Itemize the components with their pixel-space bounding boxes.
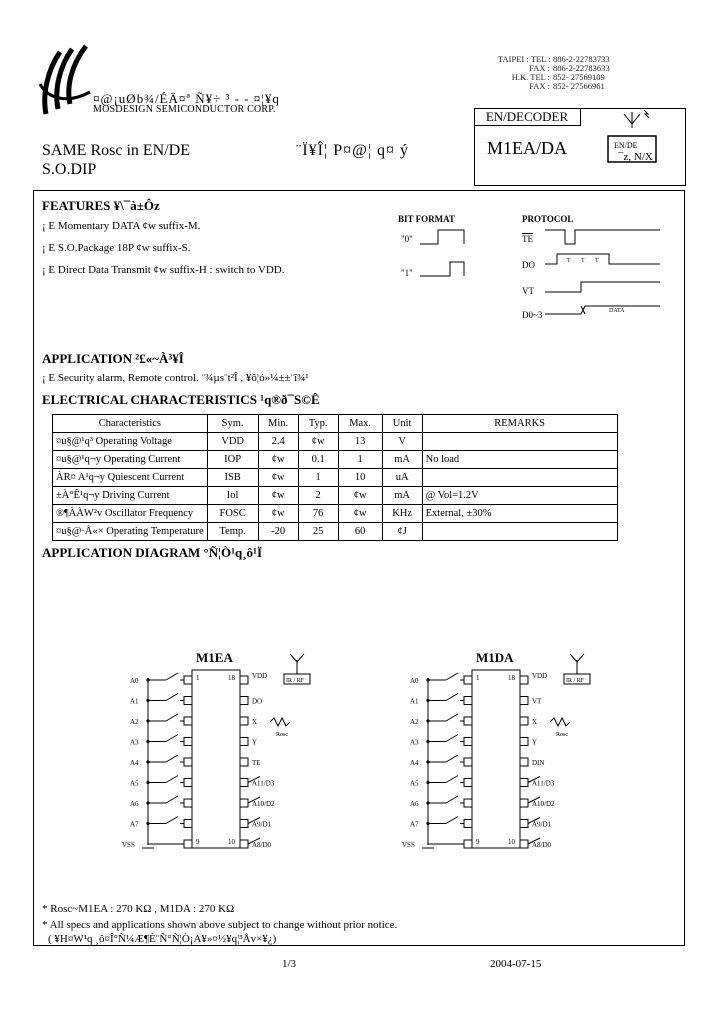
protocol-waveforms xyxy=(545,226,665,321)
pin-number: 18 xyxy=(228,674,235,682)
company-logo xyxy=(38,44,92,116)
contact-value: 886-2-22783733 xyxy=(553,54,610,64)
feature-item: ¡ E S.O.Package 18P ¢w suffix-S. xyxy=(42,242,191,254)
cell-min: ¢w xyxy=(258,487,298,505)
pin-label-right: Y xyxy=(252,738,258,747)
cell-symbol: FOSC xyxy=(207,505,258,523)
junction-dot xyxy=(146,699,149,702)
switch-blade xyxy=(166,714,178,721)
junction-dot xyxy=(146,719,149,722)
junction-dot xyxy=(146,740,149,743)
pin-pad-right xyxy=(240,799,248,807)
cell-max: 10 xyxy=(338,469,382,487)
pin-label-left: A3 xyxy=(410,738,419,747)
protocol-t-label: T xyxy=(595,258,599,264)
company-name-en: MOSDESIGN SEMICONDUCTOR CORP. xyxy=(93,104,276,115)
pin-pad-right xyxy=(520,738,528,746)
junction-dot xyxy=(426,760,429,763)
pin-label-left: A1 xyxy=(410,697,419,706)
pin-label-left: A4 xyxy=(130,759,139,767)
protocol-signal-te: $\overline{TE}$ xyxy=(522,234,533,244)
contact-label: H.K. TEL : xyxy=(511,72,550,82)
switch-blade xyxy=(166,776,178,783)
chip-name: M1DA xyxy=(476,650,514,665)
column-header: Characteristics xyxy=(53,415,208,433)
pin-label-left: A6 xyxy=(410,800,419,808)
pin-number: 1 xyxy=(196,674,200,682)
contact-block xyxy=(498,55,610,91)
cell-min: ¢w xyxy=(258,469,298,487)
cell-min: ¢w xyxy=(258,505,298,523)
pin-pad-right xyxy=(520,717,528,725)
pin-label-right: A8/D0 xyxy=(252,841,272,849)
pin-label-right: A11/D3 xyxy=(532,779,555,788)
pin-label-left: VSS xyxy=(402,841,415,849)
cell-characteristic: ÀR¤ A¹q¬y Quiescent Current xyxy=(53,469,208,487)
cell-characteristic: ¤u§@¹q¬y Operating Current xyxy=(53,451,208,469)
table-row xyxy=(53,433,618,451)
pin-label-left: A7 xyxy=(130,820,139,829)
cell-remarks: External, ±30% xyxy=(422,505,617,523)
switch-blade xyxy=(166,755,178,762)
cell-typ: 25 xyxy=(298,523,338,541)
cell-min: -20 xyxy=(258,523,298,541)
switch-blade xyxy=(446,776,458,783)
cell-characteristic: ±À°Ê¹q¬y Driving Current xyxy=(53,487,208,505)
protocol-t-label: T xyxy=(567,258,571,264)
note-line: * All specs and applications shown above subject to change without prior notice. xyxy=(42,919,398,931)
pin-pad-left xyxy=(464,676,472,684)
junction-dot xyxy=(146,781,149,784)
cell-unit: KHz xyxy=(382,505,422,523)
pin-pad-right xyxy=(520,799,528,807)
pin-label-right: A9/D1 xyxy=(532,820,552,829)
pin-label-right: A10/D2 xyxy=(252,800,275,808)
contact-value: 852- 27569109 xyxy=(553,72,605,82)
column-header: Min. xyxy=(258,415,298,433)
cell-typ: 1 xyxy=(298,469,338,487)
pin-number: 18 xyxy=(508,674,515,682)
pin-pad-left xyxy=(184,799,192,807)
contact-label: FAX : xyxy=(529,81,550,91)
junction-dot xyxy=(426,740,429,743)
pin-pad-left xyxy=(184,676,192,684)
pin-pad-right xyxy=(520,820,528,828)
application-text: ¡ E Security alarm, Remote control. ¨¾µs¨t²Î , ¥ô¦ó»¼±±¨î¾¹ xyxy=(42,372,309,384)
pin-label-left: A0 xyxy=(410,677,419,685)
pin-number: 9 xyxy=(196,838,200,846)
contact-value: 886-2-22783633 xyxy=(553,63,610,73)
pin-pad-left xyxy=(464,840,472,848)
pin-label-left: A3 xyxy=(130,738,139,747)
pin-pad-right xyxy=(240,738,248,746)
column-header: Unit xyxy=(382,415,422,433)
diagram-heading: APPLICATION DIAGRAM °Ñ¦Ò¹q¸ô¹Ï xyxy=(42,545,263,560)
pin-pad-left xyxy=(184,717,192,725)
electrical-heading: ELECTRICAL CHARACTERISTICS ¹q®ð¯S©Ê xyxy=(42,392,320,407)
part-number: M1EA/DA xyxy=(487,138,567,158)
pin-label-left: VSS xyxy=(122,841,135,849)
cell-symbol: ISB xyxy=(207,469,258,487)
cell-unit: mA xyxy=(382,451,422,469)
pin-label-right: VDD xyxy=(532,672,548,680)
rosc-label: Rosc xyxy=(276,732,288,738)
protocol-t-label: T xyxy=(581,258,585,264)
pin-pad-right xyxy=(520,676,528,684)
junction-dot xyxy=(146,678,149,681)
pin-label-right: TE xyxy=(252,759,261,767)
table-row xyxy=(53,469,618,487)
pin-label-left: A1 xyxy=(130,697,139,706)
pin-pad-left xyxy=(184,697,192,705)
note-line: ( ¥H¤W¹q ¸ô¤Î°Ñ¼Æ¶È¨Ñ°Ñ¦Ò¡A¥»¤½¥q¦³Åv×¥¿) xyxy=(48,933,277,945)
switch-blade xyxy=(446,673,458,680)
junction-dot xyxy=(146,801,149,804)
pin-pad-left xyxy=(184,779,192,787)
pin-pad-left xyxy=(464,820,472,828)
column-header: REMARKS xyxy=(422,415,617,433)
junction-dot xyxy=(426,678,429,681)
cell-min: ¢w xyxy=(258,451,298,469)
pin-pad-right xyxy=(520,779,528,787)
pin-pad-left xyxy=(464,758,472,766)
pin-pad-right xyxy=(240,840,248,848)
protocol-signal-d: D0~3 xyxy=(522,310,543,320)
document-date: 2004-07-15 xyxy=(490,958,542,970)
pin-pad-right xyxy=(240,758,248,766)
switch-blade xyxy=(446,735,458,742)
pin-pad-right xyxy=(520,697,528,705)
pin-pad-left xyxy=(184,840,192,848)
pin-label-left: A0 xyxy=(130,677,139,685)
junction-dot xyxy=(146,760,149,763)
cell-typ: 76 xyxy=(298,505,338,523)
cell-characteristic: ¤u§@¹q³ Operating Voltage xyxy=(53,433,208,451)
junction-dot xyxy=(426,719,429,722)
switch-blade xyxy=(166,817,178,824)
title-line-1: SAME Rosc in EN/DE xyxy=(42,142,190,159)
pin-pad-left xyxy=(184,738,192,746)
contact-label: FAX : xyxy=(529,63,550,73)
pin-label-left: A6 xyxy=(130,800,139,808)
pin-label-right: A8/D0 xyxy=(532,841,552,849)
switch-blade xyxy=(166,796,178,803)
bit-zero-label: "0" xyxy=(401,234,413,244)
column-header: Sym. xyxy=(207,415,258,433)
cell-characteristic: ®¶ÀÀW²v Oscillator Frequency xyxy=(53,505,208,523)
pin-pad-left xyxy=(464,717,472,725)
junction-dot xyxy=(426,822,429,825)
pin-label-right: Y xyxy=(532,738,538,747)
pin-pad-right xyxy=(240,717,248,725)
icon-label: EN/DE xyxy=(614,141,638,150)
pin-pad-right xyxy=(240,820,248,828)
cell-remarks: No load xyxy=(422,451,617,469)
cell-characteristic: ¤u§@·Å«× Operating Temperature xyxy=(53,523,208,541)
chip-name: M1EA xyxy=(196,650,233,665)
cell-unit: uA xyxy=(382,469,422,487)
pin-label-right: X xyxy=(252,718,258,726)
cell-typ: 0.1 xyxy=(298,451,338,469)
pin-number: 9 xyxy=(476,838,480,846)
pin-label-left: A7 xyxy=(410,820,419,829)
endecoder-title: EN/DECODER xyxy=(474,108,581,126)
pin-pad-left xyxy=(464,799,472,807)
switch-blade xyxy=(446,755,458,762)
cell-max: 60 xyxy=(338,523,382,541)
pin-number: 10 xyxy=(508,838,515,846)
cell-unit: V xyxy=(382,433,422,451)
pin-label-left: A5 xyxy=(410,779,419,788)
cell-max: ¢w xyxy=(338,505,382,523)
table-header-row xyxy=(53,415,618,433)
circuit-m1ea xyxy=(120,640,340,865)
protocol-signal-do: DO xyxy=(522,260,535,270)
pin-number: 10 xyxy=(228,838,235,846)
table-row xyxy=(53,487,618,505)
cell-unit: ¢J xyxy=(382,523,422,541)
column-header: Max. xyxy=(338,415,382,433)
pin-label-left: A5 xyxy=(130,779,139,788)
chip-body xyxy=(472,670,520,848)
pin-pad-right xyxy=(240,676,248,684)
contact-value: 852- 27566961 xyxy=(553,81,605,91)
pin-label-right: A10/D2 xyxy=(532,800,555,808)
switch-blade xyxy=(166,673,178,680)
bit-format-heading: BIT FORMAT xyxy=(398,214,455,224)
junction-dot xyxy=(426,801,429,804)
protocol-signal-vt: VT xyxy=(522,286,534,296)
pin-label-left: A2 xyxy=(410,718,419,726)
pin-label-right: A9/D1 xyxy=(252,820,272,829)
pin-label-right: DIN xyxy=(532,759,545,767)
pin-pad-left xyxy=(184,820,192,828)
pin-pad-left xyxy=(184,758,192,766)
resistor-rosc xyxy=(270,718,290,726)
pin-label-right: VT xyxy=(532,697,542,706)
title-line-2: S.O.DIP xyxy=(42,161,97,178)
pin-pad-left xyxy=(464,697,472,705)
cell-remarks: @ Vol=1.2V xyxy=(422,487,617,505)
cell-typ: 2 xyxy=(298,487,338,505)
note-line: * Rosc~M1EA : 270 KΩ , M1DA : 270 KΩ xyxy=(42,903,235,915)
switch-blade xyxy=(166,694,178,701)
rf-label: IR / RF xyxy=(286,678,305,684)
protocol-data-label: DATA xyxy=(609,308,625,314)
pin-label-right: DO xyxy=(252,697,263,706)
cell-remarks xyxy=(422,523,617,541)
table-row xyxy=(53,523,618,541)
table-row xyxy=(53,451,618,469)
resistor-rosc xyxy=(550,718,570,726)
cell-symbol: Temp. xyxy=(207,523,258,541)
cell-max: 13 xyxy=(338,433,382,451)
switch-blade xyxy=(446,817,458,824)
cell-max: ¢w xyxy=(338,487,382,505)
endecoder-icon xyxy=(580,108,684,184)
chip-body xyxy=(192,670,240,848)
bit-one-label: "1" xyxy=(401,268,413,278)
title-cn: ¨Ï¥Î¦ P¤@¦ q¤ ý xyxy=(296,142,410,159)
junction-dot xyxy=(426,781,429,784)
pin-label-right: X xyxy=(532,718,538,726)
pin-pad-right xyxy=(240,697,248,705)
pin-label-left: A4 xyxy=(410,759,419,767)
switch-blade xyxy=(446,714,458,721)
feature-item: ¡ E Momentary DATA ¢w suffix-M. xyxy=(42,220,201,232)
pin-label-right: VDD xyxy=(252,672,268,680)
junction-dot xyxy=(146,822,149,825)
cell-symbol: IOP xyxy=(207,451,258,469)
cell-typ: ¢w xyxy=(298,433,338,451)
protocol-heading: PROTOCOL xyxy=(522,214,574,224)
cell-symbol: Iol xyxy=(207,487,258,505)
cell-remarks xyxy=(422,433,617,451)
company-name-cn: ¤@¡uØb¾/ÉÄ¤ª Ñ¥÷ ³ - - ¤¦¥q xyxy=(93,91,280,106)
feature-item: ¡ E Direct Data Transmit ¢w suffix-H : switch to VDD. xyxy=(42,264,285,276)
application-heading: APPLICATION ²£«~À³¥Î xyxy=(42,351,184,366)
pin-pad-right xyxy=(240,779,248,787)
pin-pad-right xyxy=(520,840,528,848)
switch-blade xyxy=(446,694,458,701)
bit-format-waveforms xyxy=(420,226,470,286)
cell-max: 1 xyxy=(338,451,382,469)
cell-remarks xyxy=(422,469,617,487)
circuit-m1da xyxy=(400,640,620,865)
rf-label: IR / RF xyxy=(566,678,585,684)
pin-pad-left xyxy=(464,738,472,746)
column-header: Typ. xyxy=(298,415,338,433)
table-row xyxy=(53,505,618,523)
cell-unit: mA xyxy=(382,487,422,505)
switch-blade xyxy=(166,735,178,742)
junction-dot xyxy=(426,699,429,702)
icon-text: ¯z, N/X xyxy=(618,151,653,163)
electrical-table xyxy=(52,414,618,541)
pin-label-left: A2 xyxy=(130,718,139,726)
contact-label: TAIPEI : TEL : xyxy=(498,54,551,64)
features-heading: FEATURES ¥\¯à±Ôz xyxy=(42,198,160,213)
pin-label-right: A11/D3 xyxy=(252,779,275,788)
switch-blade xyxy=(446,796,458,803)
cell-symbol: VDD xyxy=(207,433,258,451)
cell-min: 2.4 xyxy=(258,433,298,451)
pin-number: 1 xyxy=(476,674,480,682)
pin-pad-left xyxy=(464,779,472,787)
rosc-label: Rosc xyxy=(556,732,568,738)
page-number: 1/3 xyxy=(282,958,297,970)
pin-pad-right xyxy=(520,758,528,766)
